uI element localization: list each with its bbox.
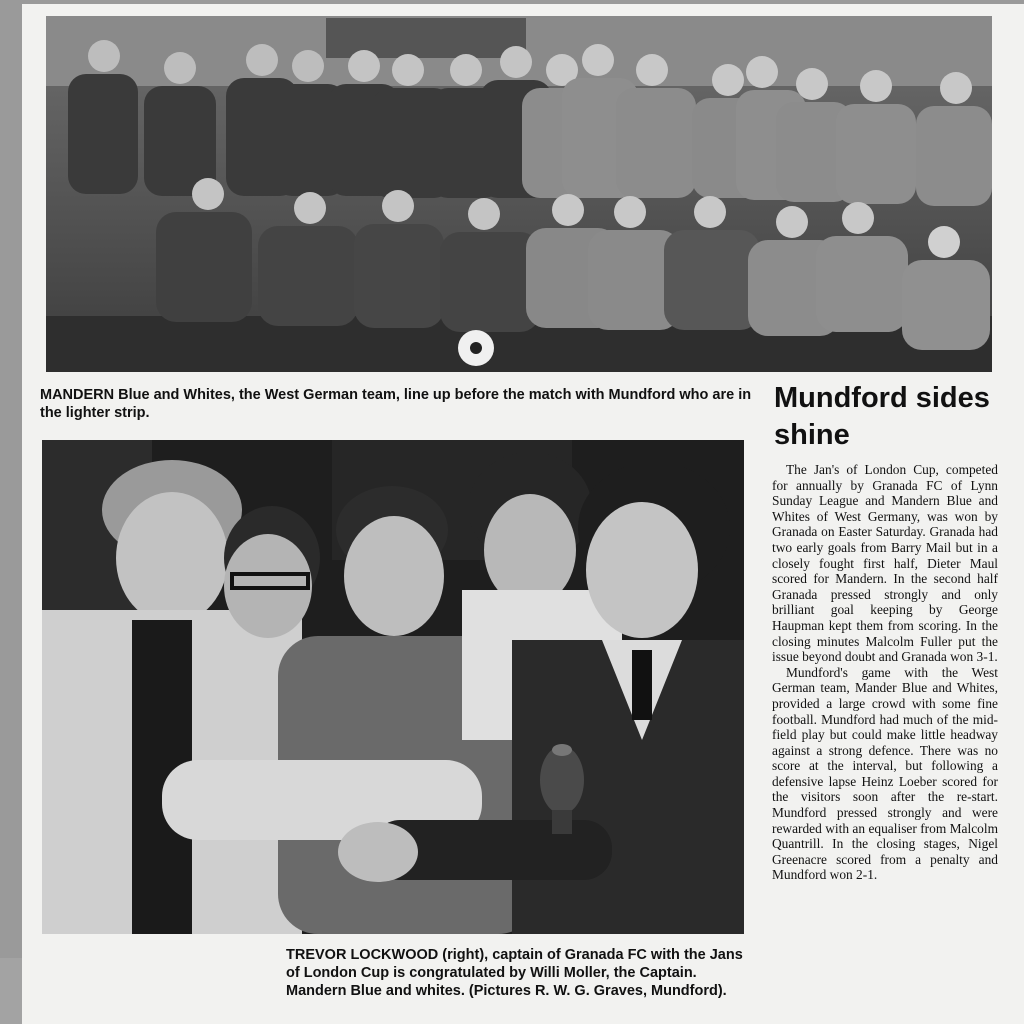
article-paragraph: Mundford's game with the West German team, Mander Blue and Whites, provided a large crowd with some fine football. Mundford had much of the mid-field play but could make little headway against a strong defence. There was no score at the interval, but following a defensive lapse Heinz Loeber scored for the visitors soon after the re-start. Mundford pressed strongly and were rewarded with an equaliser from Malcolm Quantrill. In the closing stages, Nigel Greenacre scored from a penalty and Mundford won 2-1. [772,664,998,883]
trophy-presentation-photo [42,440,744,934]
team-photo [46,16,992,372]
article-headline: Mundford sides shine [774,382,990,451]
team-photo-caption: MANDERN Blue and Whites, the West German team, line up before the match with Mundford who are in the lighter strip. [40,387,752,421]
trophy-presentation-image [42,440,744,934]
article-paragraph: The Jan's of London Cup, competed for annually by Granada FC of Lynn Sunday League and Mandern Blue and Whites of West Germany, was won by Granada on Easter Saturday. Granada had two early goals from Barry Mail but in a closely fought first half, Dieter Maul scored for Mandern. In the second half Granada pressed strongly and only brilliant goal keeping by George Haupman kept them from scoring. In the closing minutes Malcolm Fuller put the issue beyond doubt and Granada won 3-1. [772,462,998,665]
team-photo-image [46,16,992,372]
trophy-photo-caption: TREVOR LOCKWOOD (right), captain of Granada FC with the Jans of London Cup is congratulated by Willi Moller, the Captain. Mandern Blue and whites. (Pictures R. W. G. Graves, Mundford). [286,947,743,999]
article-body [772,462,998,883]
